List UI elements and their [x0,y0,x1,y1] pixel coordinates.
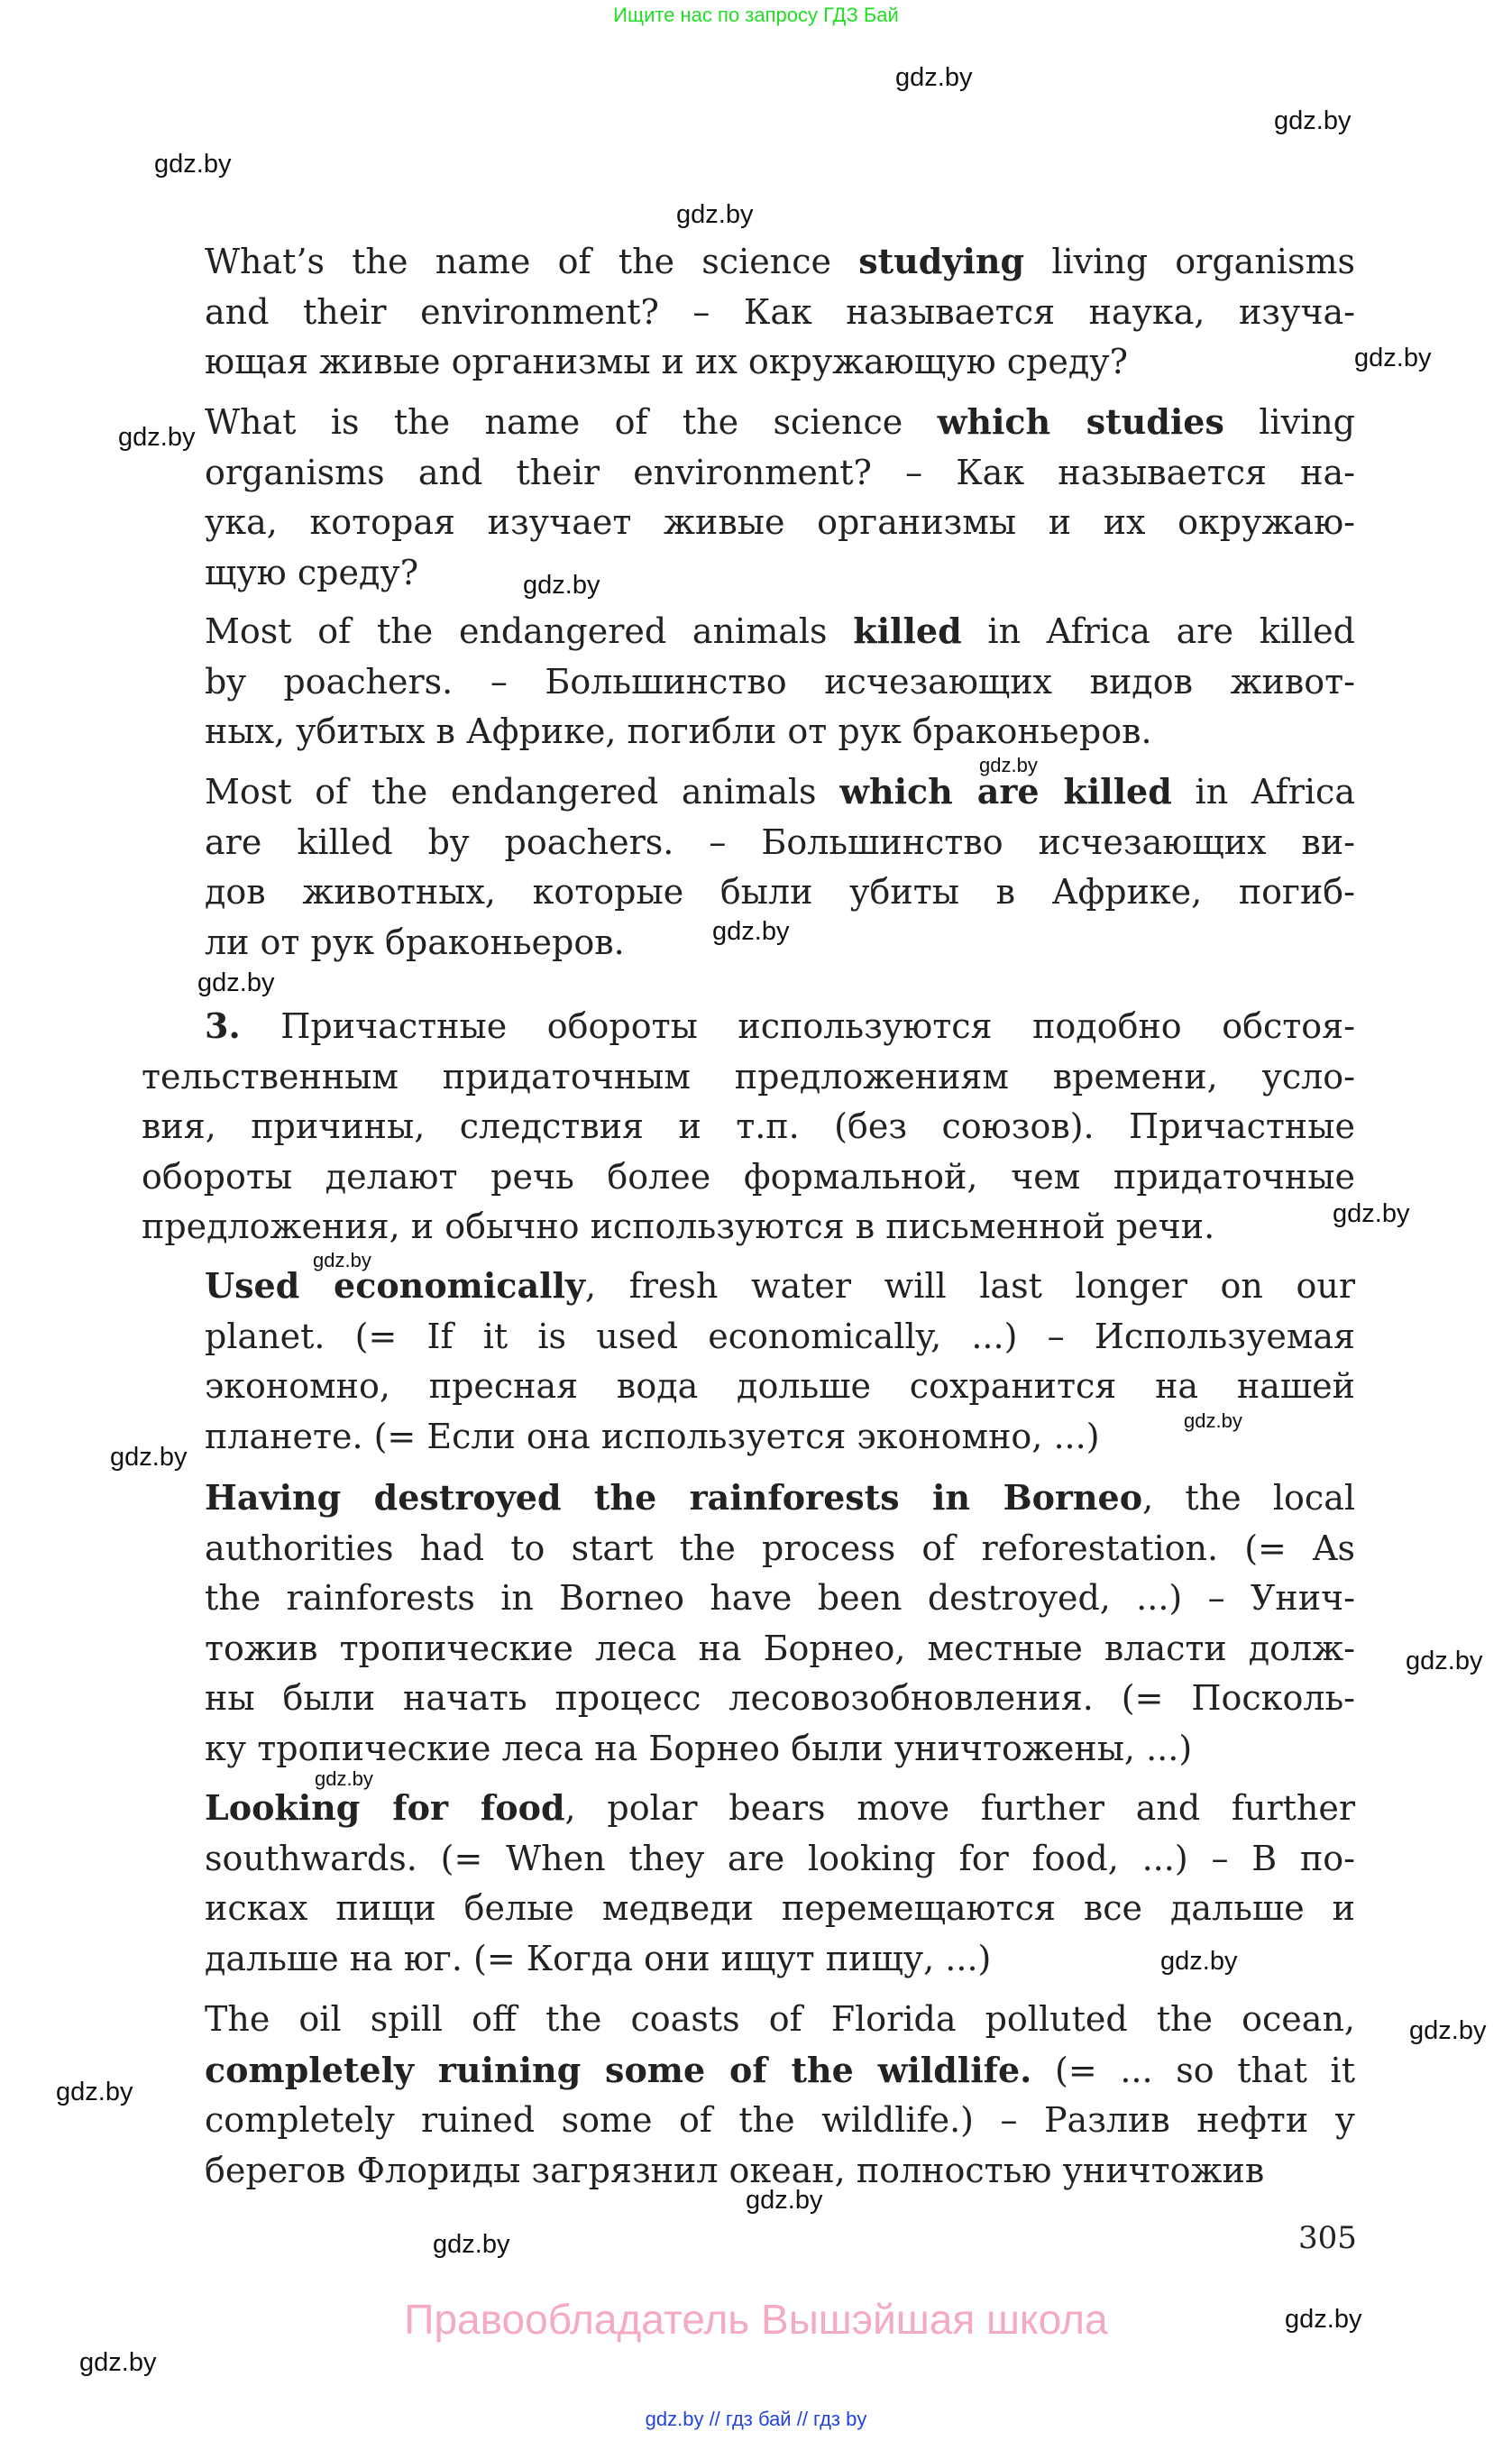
text-line: ука, которая изучает живые организмы и их окружаю- [205,502,1355,542]
text-line: Used economically, fresh water will last longer on our [205,1265,1355,1306]
text-line: ны были начать процесс лесовозобновления. (= Посколь- [205,1678,1355,1718]
watermark: gdz.by [523,571,600,600]
text-line: вия, причины, следствия и т.п. (без союзов). Причастные [142,1106,1355,1146]
watermark: gdz.by [1333,1199,1410,1228]
text-line: Having destroyed the rainforests in Borneo, the local [205,1477,1356,1518]
watermark: gdz.by [315,1767,373,1790]
text-line: completely ruined some of the wildlife.) – Разлив нефти у [205,2100,1355,2140]
watermark: gdz.by [110,1443,188,1472]
text-line: тельственным придаточным предложениям времени, усло- [142,1056,1355,1097]
watermark: gdz.by [1354,344,1432,372]
paragraph [205,1261,1355,1462]
watermark: gdz.by [313,1249,371,1271]
bold-phrase: 3. [205,1005,241,1046]
paragraph [205,1473,1355,1774]
watermark: gdz.by [712,917,790,946]
watermark: gdz.by [79,2348,157,2377]
text-line: planet. (= If it is used economically, ...) – Используемая [205,1316,1355,1356]
text-line: экономно, пресная вода дольше сохранится на нашей [205,1366,1355,1406]
watermark: gdz.by [1406,1647,1483,1675]
watermark: gdz.by [154,150,232,179]
watermark: gdz.by [746,2186,823,2215]
text-line: берегов Флориды загрязнил океан, полностью уничтожив [205,2150,1265,2190]
footer-links[interactable]: gdz.by // гдз бай // гдз by [645,2408,867,2430]
text-line: completely ruining some of the wildlife. (= ... so that it [205,2049,1355,2090]
text-line: southwards. (= When they are looking for food, ...) – В по- [205,1838,1355,1878]
text-line: are killed by poachers. – Большинство исчезающих ви- [205,821,1355,862]
text-line: 3. Причастные обороты используются подобно обстоя- [205,1005,1355,1046]
text-line: дов животных, которые были убиты в Африке, погиб- [205,872,1355,912]
page-number: 305 [1298,2220,1357,2256]
text-line: исках пищи белые медведи перемещаются все дальше и [205,1888,1355,1928]
text-line: Most of the endangered animals killed in Africa are killed [205,610,1355,651]
text-line: What is the name of the science which studies living [205,401,1355,442]
paragraph-rule-3 [142,1001,1355,1253]
search-hint: Ищите нас по запросу ГДЗ Бай [613,4,899,26]
paragraph [205,397,1355,598]
text-line: by poachers. – Большинство исчезающих видов живот- [205,661,1355,702]
watermark: gdz.by [118,423,196,452]
text-line: Looking for food, polar bears move further and further [205,1787,1356,1828]
watermark: gdz.by [433,2230,510,2259]
watermark: gdz.by [676,200,754,229]
text-line: the rainforests in Borneo have been destroyed, ...) – Унич- [205,1578,1355,1618]
bold-phrase: killed [853,610,962,651]
text-line: ку тропические леса на Борнео были уничтожены, ...) [205,1728,1193,1768]
bold-phrase: Used economically [205,1265,586,1306]
watermark: gdz.by [1409,2016,1487,2045]
text-line: планете. (= Если она используется экономно, ...) [205,1416,1100,1456]
paragraph [205,1995,1355,2196]
watermark: gdz.by [197,968,275,997]
text-line: ли от рук браконьеров. [205,922,625,962]
text-line: предложения, и обычно используются в письменной речи. [142,1207,1215,1246]
paragraph [205,606,1355,757]
watermark: gdz.by [1274,106,1352,135]
text-line: обороты делают речь более формальной, чем придаточные [142,1156,1355,1197]
bold-phrase: Looking for food [205,1787,565,1828]
text-line: ных, убитых в Африке, погибли от рук браконьеров. [205,711,1152,751]
text-line: authorities had to start the process of reforestation. (= As [205,1528,1355,1568]
text-line: The oil spill off the coasts of Florida polluted the ocean, [205,1999,1355,2039]
text-line: щую среду? [205,552,419,592]
text-line: ющая живые организмы и их окружающую среду? [205,342,1128,381]
text-line: Most of the endangered animals which are killed in Africa [205,771,1355,812]
paragraph [205,236,1355,388]
text-line: What’s the name of the science studying living organisms [205,241,1355,281]
watermark: gdz.by [56,2078,133,2106]
bold-phrase: which studies [937,401,1224,442]
text-line: organisms and their environment? – Как называется на- [205,452,1355,492]
paragraph [205,1783,1355,1984]
watermark: gdz.by [979,754,1038,776]
watermark: gdz.by [895,63,973,92]
bold-phrase: which are killed [839,771,1172,812]
bold-phrase: Having destroyed the rainforests in Borneo [205,1477,1143,1518]
text-line: тожив тропические леса на Борнео, местные власти долж- [205,1628,1355,1668]
text-line: and their environment? – Как называется наука, изуча- [205,291,1355,332]
paragraph [205,766,1355,968]
watermark: gdz.by [1184,1409,1242,1432]
watermark: gdz.by [1285,2305,1362,2334]
bold-phrase: studying [858,241,1025,281]
bold-phrase: completely ruining some of the wildlife. [205,2049,1032,2090]
text-line: дальше на юг. (= Когда они ищут пищу, ...) [205,1938,992,1978]
watermark: gdz.by [1160,1947,1238,1976]
rights-holder: Правообладатель Вышэйшая школа [404,2296,1108,2343]
